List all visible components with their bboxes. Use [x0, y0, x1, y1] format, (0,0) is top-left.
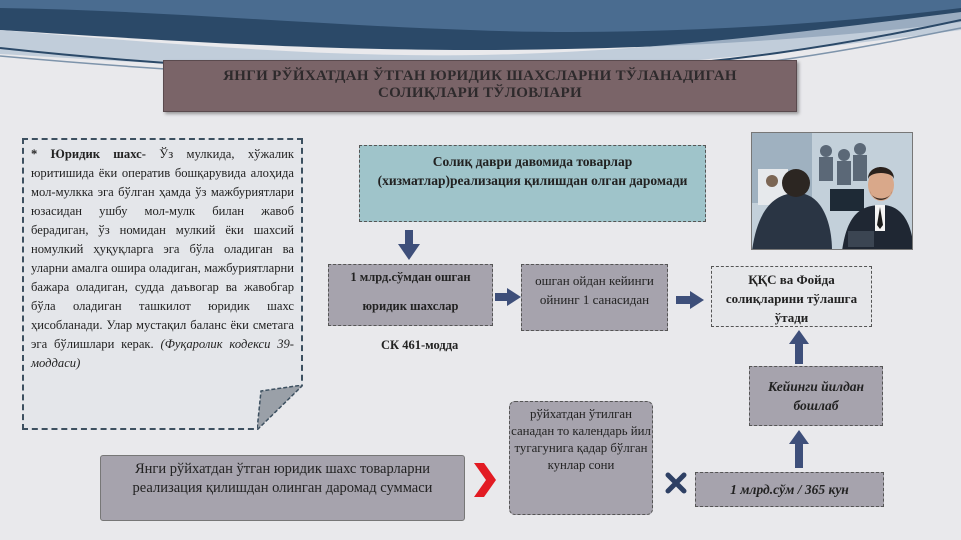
title-line-1: ЯНГИ РЎЙХАТДАН ЎТГАН ЮРИДИК ШАХСЛАРНИ ТЎЛАНАДИГАН [223, 68, 737, 84]
billion-per-day-box: 1 млрд.сўм / 365 кун [695, 472, 884, 507]
right-arrow-icon [676, 291, 704, 309]
next-month-box: ошган ойдан кейинги ойнинг 1 санасидан [521, 264, 668, 331]
threshold-line-2: юридик шахслар [362, 299, 459, 313]
title-line-2: СОЛИҚЛАРИ ТЎЛОВЛАРИ [378, 85, 582, 101]
threshold-entities-box [328, 264, 493, 326]
definition-source: (Фуқаролик кодекси 39-моддаси) [31, 337, 294, 370]
next-year-box: Кейинги йилдан бошлаб [749, 366, 883, 426]
income-box: Солиқ даври давомида товарлар (хизматлар)реализация қилишдан олган даромади [359, 145, 706, 222]
right-arrow-icon [495, 288, 521, 306]
up-arrow-icon [789, 430, 809, 468]
slide-title [163, 60, 797, 112]
multiply-icon [665, 472, 687, 494]
up-arrow-icon [789, 330, 809, 364]
down-arrow-icon [398, 230, 420, 260]
days-count-box: рўйхатдан ўтилган санадан то календарь йил тугагунига қадар бўлган кунлар сони [509, 401, 653, 515]
tax-code-article-label: СК 461-модда [381, 338, 459, 352]
business-people-photo [751, 132, 913, 250]
threshold-line-1: 1 млрд.сўмдан ошган [350, 270, 471, 284]
vat-profit-tax-box: ҚҚС ва Фойда солиқларини тўлашга ўтади [711, 266, 872, 327]
definition-term: * Юридик шахс- [31, 147, 146, 161]
new-registration-income-box: Янги рўйхатдан ўтган юридик шахс товарларни реализация қилишдан олинган даромад суммаси [100, 455, 465, 521]
red-chevron-icon [474, 463, 496, 497]
page-fold-icon [257, 385, 303, 430]
definition-body: Ўз мулкида, хўжалик юритишида ёки оператив бошқарувида алоҳида мол-мулкка эга бўлган ҳамда ўз мажбуриятлари юзасидан ушбу мол-мулк билан жавоб берадиган, ўз номидан мулкий ёки шахсий номулкий ҳуқуқларга эга бўла оладиган ва уларни амалга ошира оладиган, мажбуриятларни бажара оладиган, судда даъвогар ва жавобгар бўла оладиган ташкилот юридик шахс ҳисобланади. Улар мустақил баланс ёки сметага эга бўлишлари керак. [31, 147, 294, 351]
